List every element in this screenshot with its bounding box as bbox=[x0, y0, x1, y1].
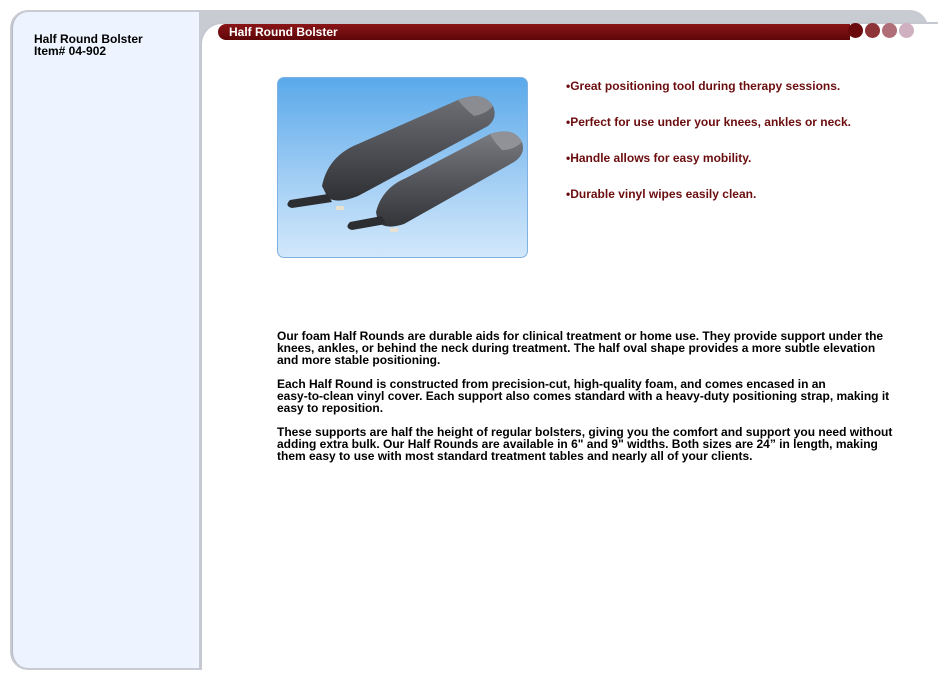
sidebar-product-title: Half Round Bolster bbox=[34, 32, 143, 46]
decorative-dot-icon bbox=[899, 23, 914, 38]
feature-bullet: •Great positioning tool during therapy sessions. bbox=[566, 79, 841, 93]
description-line: and more stable positioning. bbox=[277, 353, 441, 367]
description-paragraph bbox=[277, 426, 897, 462]
feature-bullet: •Handle allows for easy mobility. bbox=[566, 151, 752, 165]
description-paragraph bbox=[277, 330, 897, 366]
description-line: Each Half Round is constructed from precision-cut, high-quality foam, and comes encased in an bbox=[277, 377, 826, 391]
page-title: Half Round Bolster bbox=[229, 25, 338, 39]
description-line: easy-to-clean vinyl cover. Each support also comes standard with a heavy-duty positioning strap, making it bbox=[277, 389, 890, 403]
decorative-dot-icon bbox=[865, 23, 880, 38]
sidebar-item-number: Item# 04-902 bbox=[34, 44, 107, 58]
decorative-dot-icon bbox=[882, 23, 897, 38]
description-line: Our foam Half Rounds are durable aids for clinical treatment or home use. They provide support under the bbox=[277, 329, 884, 343]
description-line: easy to reposition. bbox=[277, 401, 384, 415]
sidebar bbox=[12, 12, 199, 668]
decorative-dot-icon bbox=[848, 23, 863, 38]
bolster-photo-icon bbox=[278, 78, 527, 257]
feature-bullet: •Perfect for use under your knees, ankles or neck. bbox=[566, 115, 851, 129]
product-photo bbox=[277, 77, 528, 258]
description-paragraph bbox=[277, 378, 897, 414]
description-line: knees, ankles, or behind the neck during treatment. The half oval shape provides a more subtle elevation bbox=[277, 341, 876, 355]
description-line: These supports are half the height of regular bolsters, giving you the comfort and support you need without bbox=[277, 425, 893, 439]
description-line: adding extra bulk. Our Half Rounds are available in 6" and 9" widths. Both sizes are 24” in length, making bbox=[277, 437, 878, 451]
description-line: them easy to use with most standard treatment tables and nearly all of your clients. bbox=[277, 449, 753, 463]
feature-bullet: •Durable vinyl wipes easily clean. bbox=[566, 187, 757, 201]
